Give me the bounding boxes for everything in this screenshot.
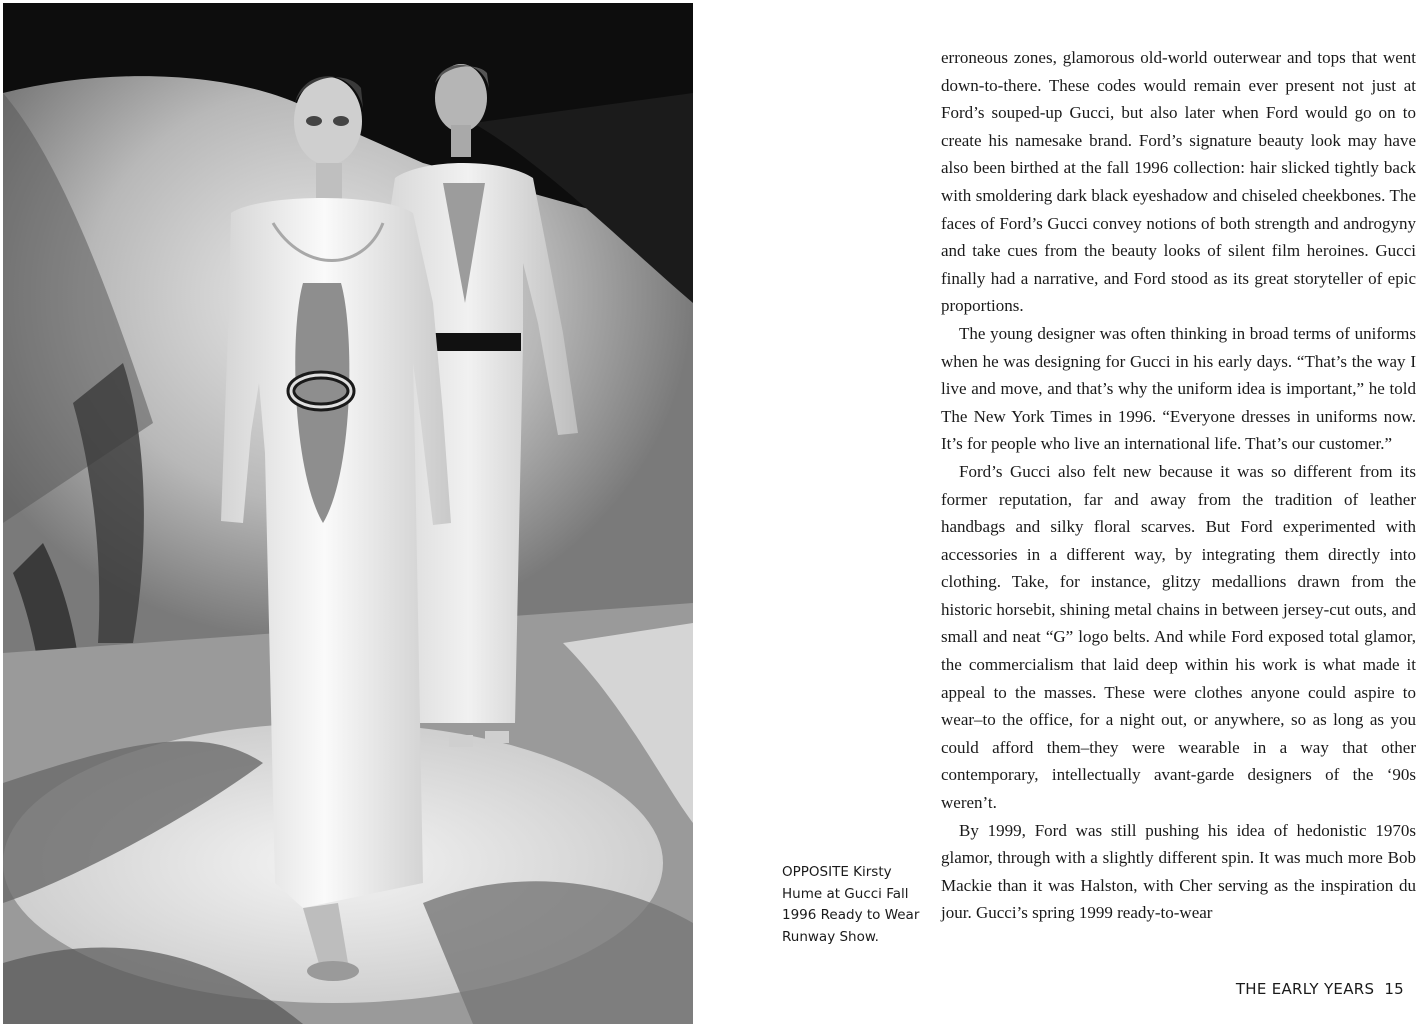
running-footer <box>1236 980 1404 998</box>
paragraph: By 1999, Ford was still pushing his idea of hedonistic 1970s glamor, through with a slightly different spin. It was much more Bob Mackie than it was Halston, with Cher serving as the inspiration du jour. Gucci’s spring 1999 ready-to-wear <box>941 820 1416 923</box>
paragraph: The young designer was often thinking in broad terms of uniforms when he was designing for Gucci in his early days. “That’s the way I live and move, and that’s why the uniform idea is important,” he told The New York Times in 1996. “Everyone dresses in uniforms now. It’s for people who live an international life. That’s our customer.” <box>941 323 1416 454</box>
article-body <box>941 44 1416 927</box>
runway-photo <box>3 3 693 1024</box>
page-number: 15 <box>1384 980 1404 998</box>
paragraph: erroneous zones, glamorous old-world outerwear and tops that went down-to-there. These codes would remain ever present not just at Ford’s souped-up Gucci, but also later when Ford would go on to create his namesake brand. Ford’s signature beauty look may have also been birthed at the fall 1996 collection: hair slicked tightly back with smoldering dark black eyeshadow and chiseled cheekbones. The faces of Ford’s Gucci convey notions of both strength and androgyny and take cues from the beauty looks of silent film heroines. Gucci finally had a narrative, and Ford stood as its great storyteller of epic proportions. <box>941 48 1416 316</box>
runway-photo-illustration <box>3 3 693 1024</box>
paragraph: Ford’s Gucci also felt new because it was so different from its former reputation, far and away from the tradition of leather handbags and silky floral scarves. But Ford experimented with accessories in a different way, by integrating them directly into clothing. Take, for instance, glitzy medallions drawn from the historic horsebit, shining metal chains in between jersey-cut outs, and small and neat “G” logo belts. And while Ford exposed total glamor, the commercialism that laid deep within his work is what made it appeal to the masses. These were clothes anyone could aspire to wear–to the office, for a night out, or anywhere, so as long as you could afford them–they were wearable in a way that other contemporary, intellectually avant-garde designers of the ‘90s weren’t. <box>941 461 1416 813</box>
photo-caption: OPPOSITE Kirsty Hume at Gucci Fall 1996 Ready to Wear Runway Show. <box>782 864 920 945</box>
section-title: THE EARLY YEARS <box>1235 980 1375 998</box>
